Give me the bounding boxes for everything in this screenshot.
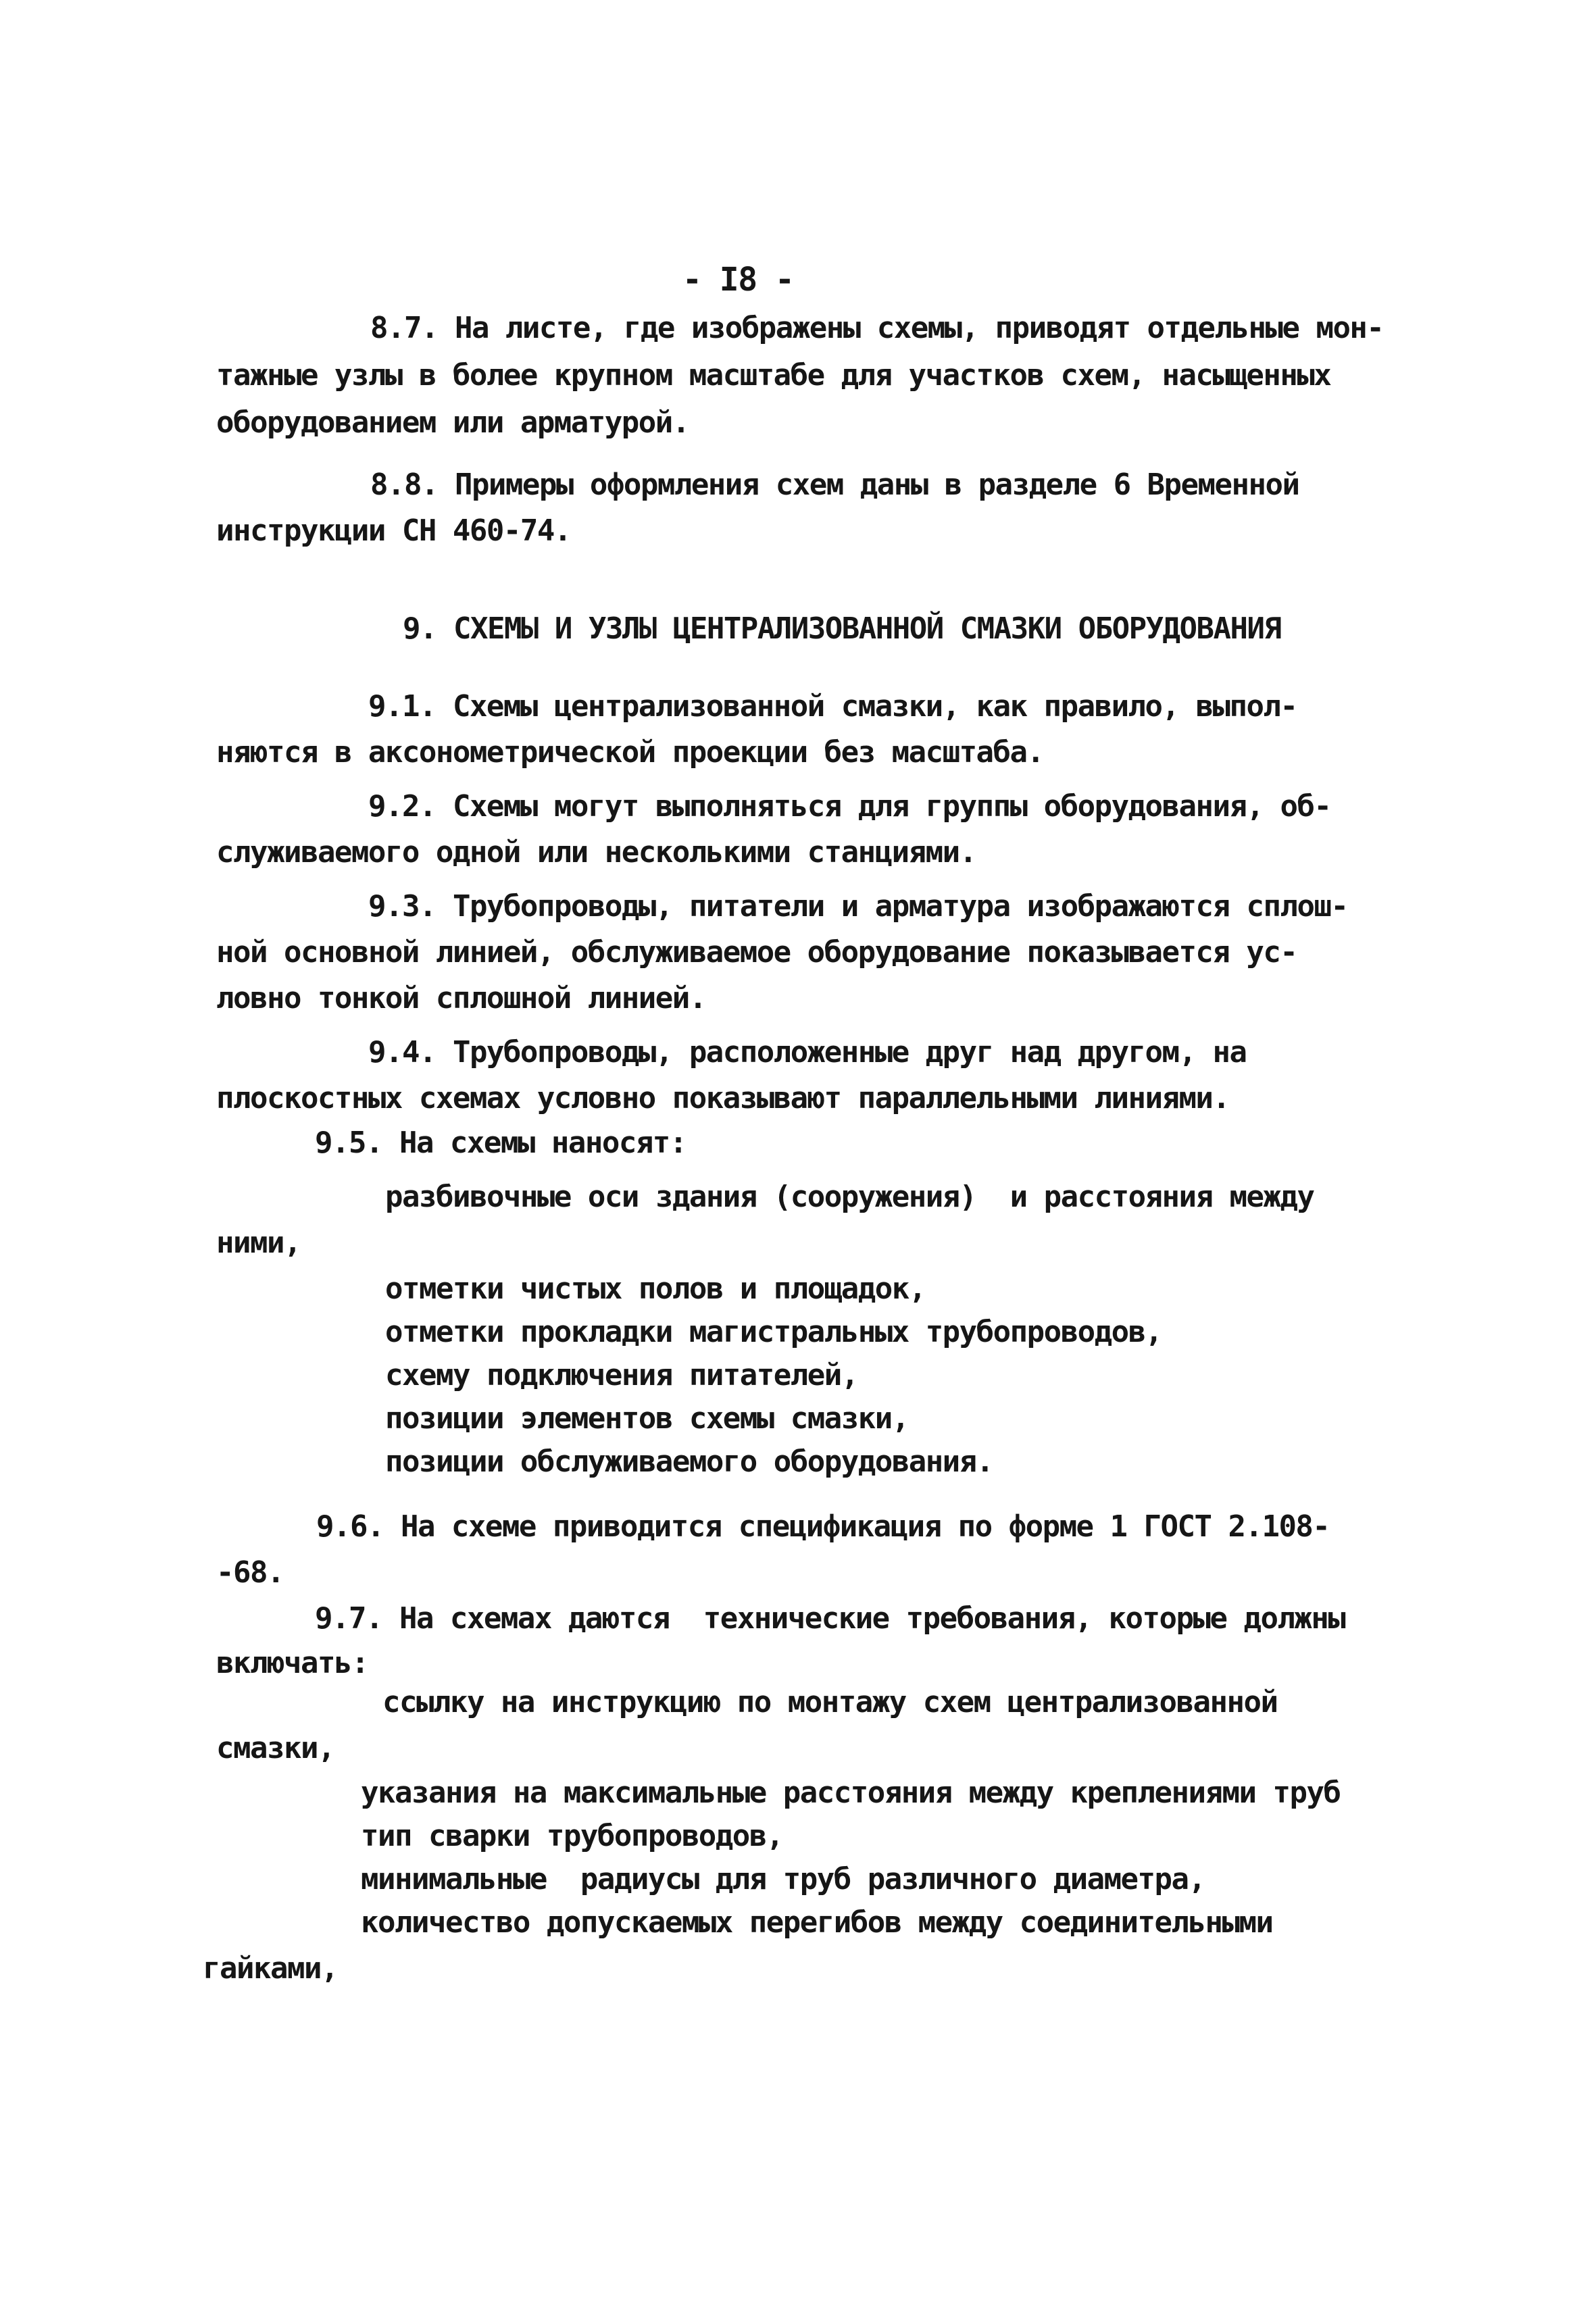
text-line: 8.8. Примеры оформления схем даны в разделе 6 Временной: [370, 468, 1299, 502]
text-line: разбивочные оси здания (сооружения) и расстояния между: [385, 1180, 1314, 1214]
list-item: минимальные радиусы для труб различного диаметра,: [361, 1862, 1205, 1896]
text-line: тажные узлы в более крупном масштабе для участков схем, насыщенных: [216, 358, 1331, 393]
text-line: смазки,: [216, 1731, 334, 1765]
text-line: ной основной линией, обслуживаемое оборудование показывается ус-: [216, 935, 1297, 970]
text-line: оборудованием или арматурой.: [216, 405, 689, 440]
text-line: ловно тонкой сплошной линией.: [216, 981, 706, 1015]
text-line: гайками,: [203, 1951, 338, 1986]
list-item: отметки прокладки магистральных трубопроводов,: [385, 1315, 1162, 1349]
text-line: плоскостных схемах условно показывают параллельными линиями.: [216, 1081, 1230, 1115]
list-item: тип сварки трубопроводов,: [361, 1819, 783, 1853]
list-item: позиции обслуживаемого оборудования.: [385, 1444, 993, 1479]
text-line: инструкции СН 460-74.: [216, 513, 571, 548]
text-line: 8.7. На листе, где изображены схемы, приводят отдельные мон-: [370, 311, 1384, 345]
text-line: 9.5. На схемы наносят:: [315, 1126, 687, 1160]
text-line: -68.: [216, 1555, 284, 1590]
page-number: - I8 -: [682, 261, 794, 299]
list-item: схему подключения питателей,: [385, 1358, 858, 1392]
text-line: включать:: [216, 1646, 368, 1680]
text-line: 9.4. Трубопроводы, расположенные друг над другом, на: [368, 1035, 1247, 1070]
text-line: служиваемого одной или несколькими станциями.: [216, 835, 976, 870]
list-item: позиции элементов схемы смазки,: [385, 1401, 909, 1436]
list-item: указания на максимальные расстояния между креплениями труб: [361, 1776, 1341, 1810]
section-heading: 9. СХЕМЫ И УЗЛЫ ЦЕНТРАЛИЗОВАННОЙ СМАЗКИ ОБОРУДОВАНИЯ: [403, 611, 1281, 646]
text-line: 9.1. Схемы централизованной смазки, как правило, выпол-: [368, 689, 1297, 724]
text-line: 9.2. Схемы могут выполняться для группы оборудования, об-: [368, 789, 1331, 824]
text-line: 9.6. На схеме приводится спецификация по форме 1 ГОСТ 2.108-: [316, 1509, 1330, 1544]
text-line: 9.7. На схемах даются технические требования, которые должны: [315, 1601, 1345, 1636]
text-line: ними,: [216, 1226, 301, 1260]
list-item: количество допускаемых перегибов между соединительными: [361, 1905, 1273, 1940]
text-line: няются в аксонометрической проекции без масштаба.: [216, 735, 1044, 770]
list-item: отметки чистых полов и площадок,: [385, 1272, 926, 1306]
list-item: ссылку на инструкцию по монтажу схем централизованной: [382, 1685, 1278, 1719]
text-line: 9.3. Трубопроводы, питатели и арматура изображаются сплош-: [368, 889, 1348, 924]
